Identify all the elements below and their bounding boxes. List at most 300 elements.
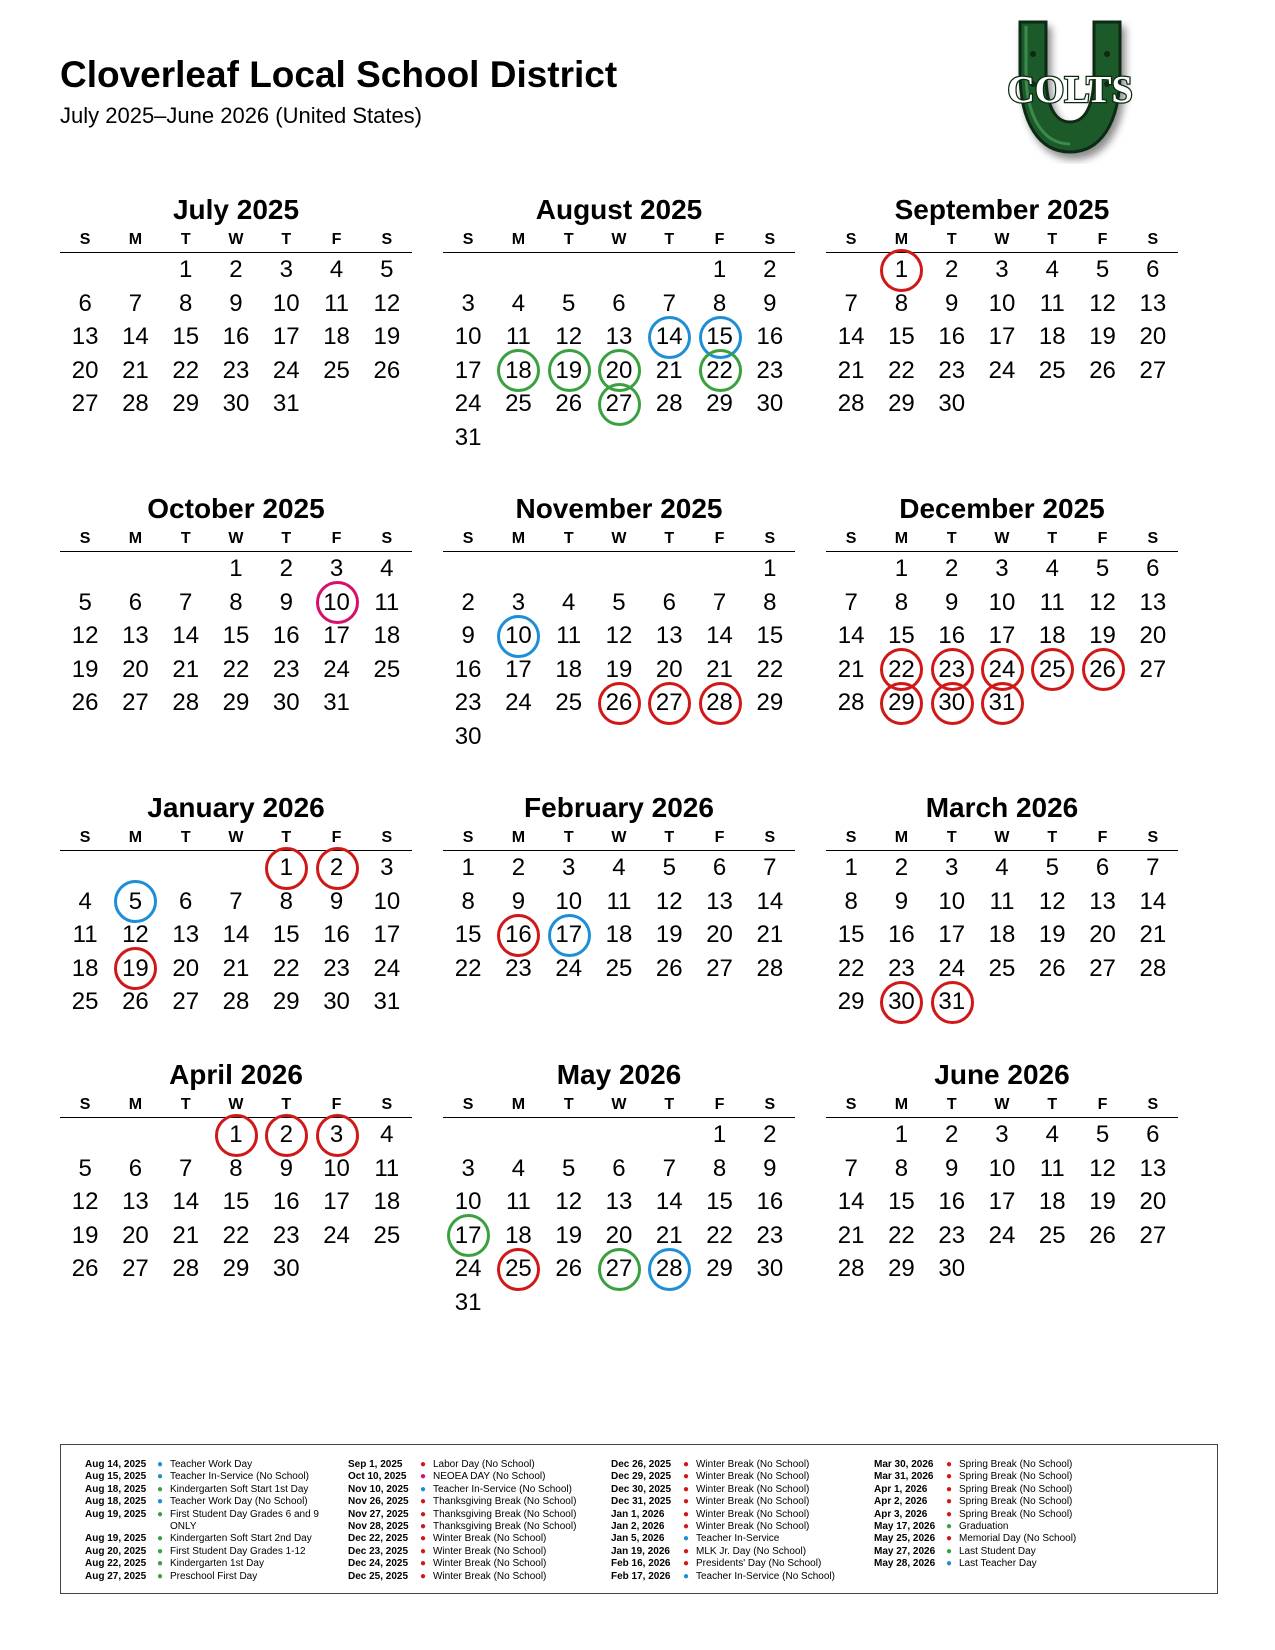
day-number: 8 xyxy=(712,289,727,317)
day-cell xyxy=(745,320,795,354)
day-cell xyxy=(927,885,977,919)
day-number: 11 xyxy=(606,887,632,915)
empty-cell xyxy=(110,253,160,287)
day-cell xyxy=(443,354,493,388)
day-number: 27 xyxy=(605,1255,633,1282)
day-number: 9 xyxy=(945,289,959,317)
day-cell xyxy=(927,320,977,354)
legend-date: Dec 30, 2025 xyxy=(611,1483,672,1495)
weekday-label: S xyxy=(1147,231,1159,248)
day-cell xyxy=(493,320,543,354)
day-number: 19 xyxy=(373,323,401,350)
day-number: 13 xyxy=(122,1188,149,1215)
day-cell xyxy=(1027,1185,1077,1219)
day-number: 8 xyxy=(763,588,777,616)
day-cell-marked-red xyxy=(927,653,977,687)
day-cell xyxy=(443,421,493,455)
day-cell xyxy=(60,586,110,620)
day-cell xyxy=(927,586,977,620)
day-number: 16 xyxy=(938,323,966,350)
legend-column xyxy=(324,1459,595,1583)
day-cell xyxy=(362,985,412,1019)
day-cell xyxy=(161,619,211,653)
day-number: 2 xyxy=(945,1121,959,1148)
day-cell xyxy=(1027,1152,1077,1186)
empty-cell xyxy=(644,253,694,287)
day-cell xyxy=(493,686,543,720)
empty-cell xyxy=(594,1118,644,1152)
day-number: 13 xyxy=(1139,1154,1167,1182)
day-number: 12 xyxy=(1089,1154,1116,1182)
legend-entry xyxy=(587,1459,858,1471)
day-number: 19 xyxy=(555,1221,583,1249)
day-number: 28 xyxy=(1139,954,1167,982)
empty-cell xyxy=(161,851,211,885)
day-number: 10 xyxy=(454,1188,482,1215)
week-row xyxy=(60,885,412,919)
day-cell xyxy=(1077,253,1127,287)
day-number: 25 xyxy=(505,390,532,417)
weekday-label: T xyxy=(946,530,957,547)
legend-color-dot-icon: ● xyxy=(683,1521,690,1533)
weekday-label: W xyxy=(228,231,244,248)
day-cell xyxy=(1027,586,1077,620)
day-cell-marked-green xyxy=(594,1252,644,1286)
day-number: 1 xyxy=(763,555,777,582)
day-cell xyxy=(443,918,493,952)
day-cell xyxy=(644,1219,694,1253)
day-number: 26 xyxy=(605,689,633,716)
weekday-header xyxy=(826,1093,1178,1118)
day-number: 14 xyxy=(837,1188,865,1215)
legend-text: Thanksgiving Break (No School) xyxy=(433,1508,577,1520)
day-number: 19 xyxy=(71,1221,99,1249)
day-cell-marked-red xyxy=(876,686,926,720)
day-cell xyxy=(211,1219,261,1253)
day-number: 30 xyxy=(222,390,250,417)
day-number: 2 xyxy=(329,854,344,881)
day-number: 31 xyxy=(988,689,1016,716)
week-row xyxy=(60,985,412,1019)
empty-cell xyxy=(60,1118,110,1152)
legend-date: Apr 2, 2026 xyxy=(874,1496,928,1508)
day-number: 11 xyxy=(324,289,349,317)
legend-entry xyxy=(61,1558,332,1570)
day-cell xyxy=(876,1152,926,1186)
day-number: 24 xyxy=(373,954,401,982)
day-number: 8 xyxy=(229,1154,243,1182)
empty-cell xyxy=(977,1252,1027,1286)
legend-date: Dec 22, 2025 xyxy=(348,1533,409,1545)
day-cell xyxy=(211,1185,261,1219)
day-number: 27 xyxy=(1089,954,1116,982)
day-cell xyxy=(1077,1219,1127,1253)
legend-color-dot-icon: ● xyxy=(946,1459,953,1470)
legend-entry xyxy=(61,1471,332,1483)
day-number: 13 xyxy=(1089,887,1116,915)
day-number: 4 xyxy=(329,256,344,283)
month-february-2026 xyxy=(443,790,795,985)
day-cell xyxy=(594,1219,644,1253)
day-cell xyxy=(362,287,412,321)
empty-cell xyxy=(60,253,110,287)
day-cell xyxy=(745,552,795,586)
legend-text: Spring Break (No School) xyxy=(959,1459,1073,1470)
weekday-label: S xyxy=(381,530,393,547)
day-number: 31 xyxy=(323,689,350,716)
week-row xyxy=(443,1252,795,1286)
month-september-2025 xyxy=(826,192,1178,421)
day-cell-marked-blue xyxy=(493,619,543,653)
legend-color-dot-icon: ● xyxy=(946,1521,953,1533)
day-number: 5 xyxy=(78,588,92,616)
day-number: 17 xyxy=(988,622,1016,649)
day-number: 3 xyxy=(945,854,959,881)
week-row xyxy=(443,952,795,986)
week-row xyxy=(60,387,412,421)
day-number: 2 xyxy=(279,555,293,582)
day-cell xyxy=(161,918,211,952)
day-number: 13 xyxy=(172,921,200,948)
week-row xyxy=(60,354,412,388)
day-number: 3 xyxy=(279,256,293,283)
day-cell xyxy=(1077,918,1127,952)
weekday-label: W xyxy=(994,1096,1010,1113)
day-number: 23 xyxy=(222,356,250,384)
legend-entry xyxy=(850,1459,1121,1471)
day-number: 21 xyxy=(655,1221,683,1249)
weekday-header xyxy=(60,228,412,253)
legend-color-dot-icon: ● xyxy=(157,1496,164,1508)
week-row xyxy=(443,586,795,620)
day-cell xyxy=(977,1219,1027,1253)
day-cell xyxy=(362,918,412,952)
legend-text: First Student Day Grades 1-12 xyxy=(170,1545,306,1557)
day-cell xyxy=(311,1185,361,1219)
empty-cell xyxy=(544,1286,594,1320)
day-cell xyxy=(362,885,412,919)
day-number: 26 xyxy=(555,390,583,417)
month-title: January 2026 xyxy=(147,792,325,823)
day-cell xyxy=(362,1152,412,1186)
day-cell xyxy=(110,918,160,952)
day-cell xyxy=(1027,287,1077,321)
day-number: 20 xyxy=(605,1221,633,1249)
day-cell-marked-green xyxy=(694,354,744,388)
legend-entry xyxy=(850,1496,1121,1508)
day-number: 3 xyxy=(329,1121,344,1148)
day-cell xyxy=(544,586,594,620)
day-number: 17 xyxy=(988,1188,1016,1215)
day-cell xyxy=(927,918,977,952)
weekday-label: T xyxy=(281,829,292,846)
day-number: 29 xyxy=(888,390,915,417)
day-cell xyxy=(594,586,644,620)
empty-cell xyxy=(977,985,1027,1019)
day-number: 31 xyxy=(454,1288,482,1316)
month-title: March 2026 xyxy=(925,792,1079,823)
month-october-2025 xyxy=(60,491,412,720)
week-row xyxy=(826,354,1178,388)
legend-color-dot-icon: ● xyxy=(420,1521,427,1533)
day-number: 16 xyxy=(272,622,300,649)
day-number: 7 xyxy=(128,289,143,317)
month-november-2025 xyxy=(443,491,795,753)
week-row xyxy=(443,619,795,653)
day-cell xyxy=(694,287,744,321)
day-number: 17 xyxy=(938,921,966,948)
week-row xyxy=(826,851,1178,885)
day-number: 12 xyxy=(373,289,401,317)
day-cell xyxy=(694,952,744,986)
day-number: 15 xyxy=(888,1188,915,1215)
day-cell xyxy=(977,851,1027,885)
day-number: 6 xyxy=(179,887,193,915)
day-cell xyxy=(443,619,493,653)
day-number: 11 xyxy=(556,622,582,649)
legend-entry xyxy=(850,1533,1121,1545)
day-cell xyxy=(161,1219,211,1253)
day-cell xyxy=(927,552,977,586)
week-row xyxy=(60,586,412,620)
day-cell-marked-red xyxy=(493,1252,543,1286)
day-number: 22 xyxy=(272,954,300,982)
day-cell xyxy=(1027,851,1077,885)
day-number: 15 xyxy=(837,921,865,948)
day-cell xyxy=(110,653,160,687)
day-cell xyxy=(211,1152,261,1186)
week-row xyxy=(60,851,412,885)
day-cell xyxy=(594,1185,644,1219)
day-number: 21 xyxy=(756,921,784,948)
week-row xyxy=(60,653,412,687)
day-cell-marked-red xyxy=(927,985,977,1019)
empty-cell xyxy=(826,253,876,287)
month-title: December 2025 xyxy=(899,493,1105,524)
day-cell xyxy=(161,985,211,1019)
weekday-header xyxy=(443,826,795,851)
weekday-label: S xyxy=(462,231,474,248)
day-number: 28 xyxy=(655,1255,683,1282)
month-title: June 2026 xyxy=(934,1059,1070,1090)
day-number: 16 xyxy=(938,622,966,649)
day-number: 19 xyxy=(1038,921,1066,948)
week-row xyxy=(443,885,795,919)
day-number: 21 xyxy=(655,356,683,384)
week-row xyxy=(443,1118,795,1152)
weekday-label: S xyxy=(381,1096,393,1113)
weekday-label: F xyxy=(331,530,342,547)
day-cell xyxy=(110,586,160,620)
day-cell xyxy=(594,1152,644,1186)
legend-entry xyxy=(850,1521,1121,1533)
day-cell xyxy=(644,653,694,687)
day-number: 11 xyxy=(1039,1154,1065,1182)
weekday-label: T xyxy=(664,1096,675,1113)
legend-text: Winter Break (No School) xyxy=(433,1570,547,1582)
day-number: 26 xyxy=(1089,356,1116,384)
legend-text: Winter Break (No School) xyxy=(696,1483,810,1495)
weekday-label: F xyxy=(331,829,342,846)
empty-cell xyxy=(211,851,261,885)
day-cell xyxy=(544,686,594,720)
legend-entry xyxy=(61,1484,332,1496)
day-cell xyxy=(694,918,744,952)
day-cell xyxy=(60,387,110,421)
day-number: 13 xyxy=(71,323,99,350)
empty-cell xyxy=(544,1118,594,1152)
day-number: 31 xyxy=(454,423,482,451)
day-cell xyxy=(826,985,876,1019)
day-number: 13 xyxy=(655,622,683,649)
week-row xyxy=(826,253,1178,287)
day-number: 22 xyxy=(172,356,200,384)
weekday-label: S xyxy=(462,530,474,547)
day-number: 27 xyxy=(655,689,683,716)
day-number: 22 xyxy=(706,356,733,384)
day-cell xyxy=(362,1185,412,1219)
day-cell-marked-red xyxy=(594,686,644,720)
day-number: 4 xyxy=(562,588,576,616)
day-number: 2 xyxy=(763,256,777,283)
day-number: 21 xyxy=(222,954,250,982)
legend-entry xyxy=(850,1558,1121,1570)
week-row xyxy=(443,552,795,586)
week-row xyxy=(443,253,795,287)
day-number: 30 xyxy=(272,1255,300,1282)
day-cell-marked-red xyxy=(644,686,694,720)
weekday-label: T xyxy=(180,829,191,846)
day-number: 18 xyxy=(605,921,633,948)
month-title: May 2026 xyxy=(556,1059,682,1090)
day-cell xyxy=(1128,619,1178,653)
day-number: 25 xyxy=(988,954,1016,982)
day-number: 7 xyxy=(763,854,777,881)
day-number: 26 xyxy=(71,1255,99,1282)
day-number: 14 xyxy=(172,622,200,649)
week-row xyxy=(443,1185,795,1219)
day-cell xyxy=(261,586,311,620)
day-number: 2 xyxy=(945,555,959,582)
day-number: 7 xyxy=(712,588,727,616)
day-number: 17 xyxy=(454,1221,482,1249)
day-number: 26 xyxy=(1089,655,1116,683)
day-number: 1 xyxy=(712,256,727,283)
day-number: 8 xyxy=(894,1154,909,1182)
weekday-label: T xyxy=(180,1096,191,1113)
legend-date: May 27, 2026 xyxy=(874,1545,936,1557)
weekday-label: W xyxy=(228,530,244,547)
day-number: 18 xyxy=(373,622,401,649)
month-april-2026 xyxy=(60,1057,412,1286)
day-number: 24 xyxy=(938,954,966,982)
day-cell xyxy=(362,653,412,687)
weekday-label: M xyxy=(894,231,909,248)
day-number: 26 xyxy=(373,356,401,384)
day-number: 22 xyxy=(706,1221,733,1249)
weekday-label: T xyxy=(1047,829,1058,846)
day-number: 15 xyxy=(756,622,784,649)
empty-cell xyxy=(826,1118,876,1152)
legend-date: Dec 24, 2025 xyxy=(348,1558,409,1570)
day-cell xyxy=(1077,1118,1127,1152)
day-number: 6 xyxy=(78,289,92,317)
day-cell xyxy=(1077,552,1127,586)
day-cell xyxy=(694,1152,744,1186)
legend-color-dot-icon: ● xyxy=(946,1545,953,1557)
weekday-label: T xyxy=(281,530,292,547)
day-number: 9 xyxy=(461,622,475,649)
day-number: 12 xyxy=(71,622,99,649)
day-number: 8 xyxy=(894,588,909,616)
legend-date: Jan 1, 2026 xyxy=(611,1508,665,1520)
day-number: 23 xyxy=(505,954,532,982)
day-cell xyxy=(110,354,160,388)
day-cell-marked-red xyxy=(876,653,926,687)
day-cell xyxy=(876,952,926,986)
empty-cell xyxy=(493,421,543,455)
legend-text: MLK Jr. Day (No School) xyxy=(696,1545,807,1557)
legend-color-dot-icon: ● xyxy=(683,1545,690,1557)
day-number: 10 xyxy=(454,323,482,350)
legend-date: Jan 19, 2026 xyxy=(611,1545,670,1557)
day-cell xyxy=(261,1185,311,1219)
weekday-header xyxy=(443,228,795,253)
day-number: 3 xyxy=(461,289,475,317)
day-number: 8 xyxy=(461,887,475,915)
day-cell-marked-green xyxy=(493,354,543,388)
day-cell xyxy=(110,387,160,421)
day-cell xyxy=(261,253,311,287)
day-number: 25 xyxy=(373,1221,401,1249)
day-number: 17 xyxy=(323,1188,350,1215)
day-cell xyxy=(594,918,644,952)
day-number: 16 xyxy=(222,323,250,350)
day-cell xyxy=(110,287,160,321)
day-cell xyxy=(977,253,1027,287)
day-cell xyxy=(927,354,977,388)
legend-date: Feb 16, 2026 xyxy=(611,1558,671,1570)
day-cell xyxy=(261,1152,311,1186)
day-cell xyxy=(60,1219,110,1253)
day-cell xyxy=(826,387,876,421)
legend-text: Winter Break (No School) xyxy=(433,1533,547,1545)
day-number: 7 xyxy=(662,289,676,317)
day-number: 27 xyxy=(1139,655,1167,683)
day-number: 17 xyxy=(272,323,300,350)
day-cell xyxy=(1128,1152,1178,1186)
legend-color-dot-icon: ● xyxy=(157,1471,164,1483)
empty-cell xyxy=(694,1286,744,1320)
legend-date: May 17, 2026 xyxy=(874,1521,936,1533)
day-cell xyxy=(1027,885,1077,919)
day-cell xyxy=(362,586,412,620)
day-number: 5 xyxy=(1095,256,1110,283)
day-cell xyxy=(161,387,211,421)
day-number: 19 xyxy=(605,655,633,683)
day-cell xyxy=(876,918,926,952)
day-cell xyxy=(211,354,261,388)
week-row xyxy=(443,387,795,421)
day-cell xyxy=(826,885,876,919)
legend-color-dot-icon: ● xyxy=(157,1570,164,1582)
day-cell xyxy=(362,619,412,653)
day-number: 11 xyxy=(505,323,531,350)
day-number: 22 xyxy=(454,954,482,982)
week-row xyxy=(443,918,795,952)
day-number: 7 xyxy=(229,887,243,915)
day-number: 14 xyxy=(837,323,865,350)
